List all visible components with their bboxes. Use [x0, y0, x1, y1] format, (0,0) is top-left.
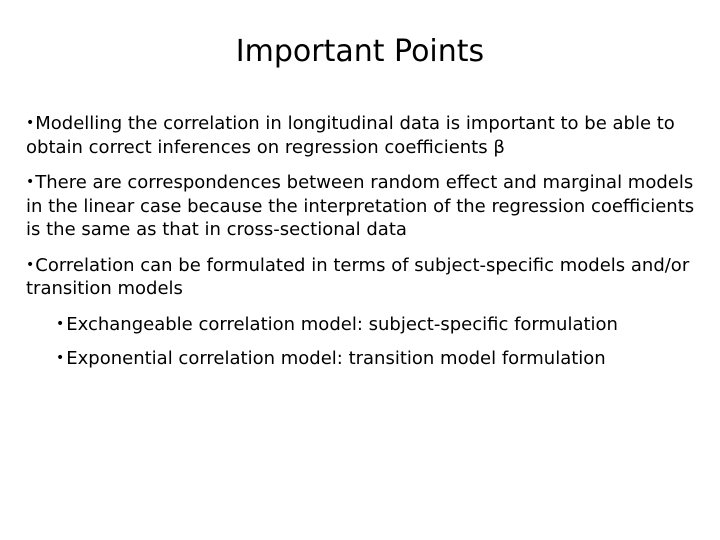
bullet-marker: • — [56, 350, 65, 366]
bullet-marker: • — [26, 174, 35, 190]
bullet-text: Exponential correlation model: transition model formulation — [66, 348, 606, 369]
bullet-text: Modelling the correlation in longitudinal data is important to be able to obtain correct inferences on regression coefficients β — [26, 113, 675, 158]
slide-title: Important Points — [235, 34, 485, 69]
bullet-text: Correlation can be formulated in terms of subject-specific models and/or transition models — [26, 254, 690, 299]
bullet-item — [26, 112, 702, 159]
bullet-text: Exchangeable correlation model: subject-specific formulation — [66, 313, 618, 335]
sub-bullet-item — [26, 347, 702, 371]
sub-bullet-item — [26, 313, 702, 337]
bullet-marker: • — [26, 115, 35, 131]
bullet-list — [26, 112, 702, 382]
bullet-item — [26, 254, 702, 301]
bullet-marker: • — [26, 256, 35, 273]
bullet-item — [26, 171, 702, 242]
bullet-text: There are correspondences between random effect and marginal models in the linear case because the interpretation of the regression coefficients is the same as that in cross-sectional data — [26, 172, 695, 240]
bullet-marker: • — [56, 315, 65, 332]
